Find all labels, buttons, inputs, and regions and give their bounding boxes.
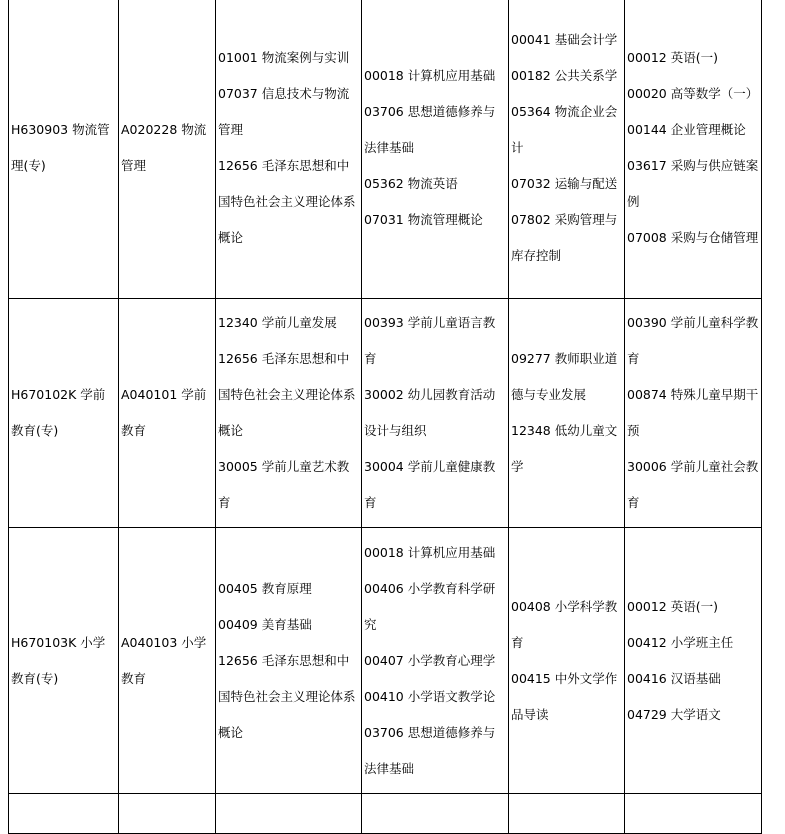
course-item: 07008 采购与仓储管理 (627, 229, 759, 245)
course-item: 00409 美育基础 (218, 616, 312, 632)
course-item: 30002 幼儿园教育活动设计与组织 (364, 387, 496, 438)
course-item: 07802 采购管理与库存控制 (511, 211, 618, 263)
table-row (9, 0, 762, 299)
course-item: 12656 毛泽东思想和中国特色社会主义理论体系概论 (218, 351, 356, 438)
empty-cell (509, 794, 625, 834)
course-item: 12348 低幼儿童文学 (511, 423, 618, 474)
school-code-cell: A040101 学前教育 (119, 299, 216, 528)
course-item: 07037 信息技术与物流管理 (218, 85, 350, 137)
course-item: 00407 小学教育心理学 (364, 652, 496, 668)
course-item: 07031 物流管理概论 (364, 211, 483, 227)
empty-cell (625, 794, 762, 834)
course-item: 00018 计算机应用基础 (364, 544, 496, 560)
course-item: 00182 公共关系学 (511, 67, 618, 83)
school-code-cell: A040103 小学教育 (119, 528, 216, 794)
course-item: 04729 大学语文 (627, 706, 721, 722)
course-cell (362, 299, 509, 528)
course-item: 00415 中外文学作品导读 (511, 670, 618, 722)
empty-cell (362, 794, 509, 834)
course-cell (216, 299, 362, 528)
course-item: 00012 英语(一) (627, 598, 718, 614)
course-cell (362, 528, 509, 794)
course-item: 00012 英语(一) (627, 49, 718, 65)
empty-cell (9, 794, 119, 834)
course-item: 00393 学前儿童语言教育 (364, 315, 496, 366)
course-item: 05364 物流企业会计 (511, 103, 618, 155)
course-item: 05362 物流英语 (364, 175, 458, 191)
empty-cell (216, 794, 362, 834)
course-item: 30005 学前儿童艺术教育 (218, 459, 350, 510)
empty-cell (119, 794, 216, 834)
course-cell (216, 0, 362, 299)
course-item: 00406 小学教育科学研究 (364, 580, 496, 632)
course-item: 00390 学前儿童科学教育 (627, 315, 759, 366)
course-cell (509, 528, 625, 794)
major-code-cell: H630903 物流管理(专) (9, 0, 119, 299)
course-item: 00416 汉语基础 (627, 670, 721, 686)
course-item: 00018 计算机应用基础 (364, 67, 496, 83)
course-item: 00408 小学科学教育 (511, 598, 618, 650)
course-item: 01001 物流案例与实训 (218, 49, 350, 65)
course-item: 00405 教育原理 (218, 580, 312, 596)
course-item: 30006 学前儿童社会教育 (627, 459, 759, 510)
course-item: 03617 采购与供应链案例 (627, 157, 759, 209)
course-cell (509, 0, 625, 299)
course-item: 03706 思想道德修养与法律基础 (364, 103, 496, 155)
table-row (9, 528, 762, 794)
course-cell (625, 528, 762, 794)
course-cell (509, 299, 625, 528)
course-item: 07032 运输与配送 (511, 175, 618, 191)
course-item: 00874 特殊儿童早期干预 (627, 387, 759, 438)
school-code-cell: A020228 物流管理 (119, 0, 216, 299)
course-table (8, 0, 762, 834)
course-item: 00144 企业管理概论 (627, 121, 746, 137)
course-item: 00412 小学班主任 (627, 634, 734, 650)
course-item: 00410 小学语文教学论 (364, 688, 496, 704)
course-item: 09277 教师职业道德与专业发展 (511, 351, 618, 402)
course-item: 12340 学前儿童发展 (218, 315, 337, 330)
course-item: 03706 思想道德修养与法律基础 (364, 724, 496, 776)
major-code-cell: H670102K 学前教育(专) (9, 299, 119, 528)
major-code-cell: H670103K 小学教育(专) (9, 528, 119, 794)
course-item: 00020 高等数学（一） (627, 85, 759, 101)
course-item: 12656 毛泽东思想和中国特色社会主义理论体系概论 (218, 652, 356, 740)
table-row (9, 794, 762, 834)
course-item: 30004 学前儿童健康教育 (364, 459, 496, 510)
course-cell (216, 528, 362, 794)
course-cell (625, 299, 762, 528)
course-item: 12656 毛泽东思想和中国特色社会主义理论体系概论 (218, 157, 356, 245)
course-item: 00041 基础会计学 (511, 31, 618, 47)
course-cell (362, 0, 509, 299)
table-row (9, 299, 762, 528)
course-cell (625, 0, 762, 299)
